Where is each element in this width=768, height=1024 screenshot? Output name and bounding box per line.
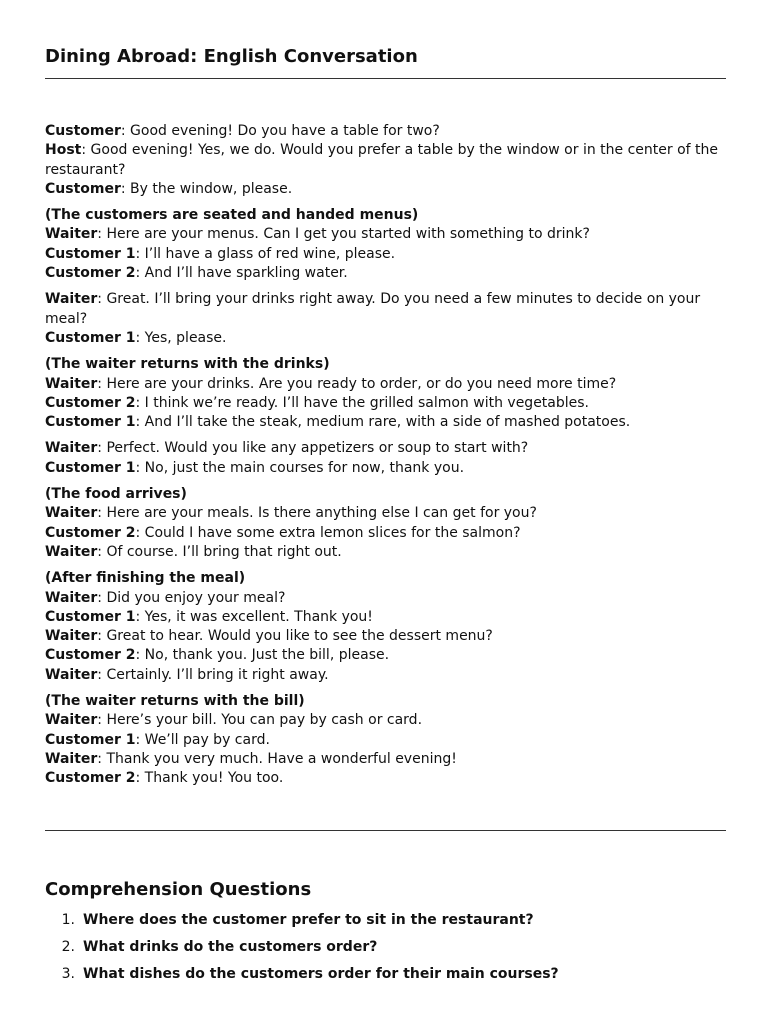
dialogue-line xyxy=(45,627,726,646)
dialogue-line xyxy=(45,180,726,199)
utterance-text: : Of course. I’ll bring that right out. xyxy=(97,543,342,560)
dialogue-line xyxy=(45,290,726,329)
stage-direction: (The customers are seated and handed menus) xyxy=(45,207,419,224)
dialogue-line xyxy=(45,394,726,413)
stage-direction: (The waiter returns with the drinks) xyxy=(45,356,330,373)
question-number: 1. xyxy=(61,912,75,928)
dialogue-line xyxy=(45,459,726,478)
speaker-name: Customer xyxy=(45,180,121,197)
utterance-text: : Thank you very much. Have a wonderful evening! xyxy=(97,750,457,767)
question-number: 3. xyxy=(61,966,75,982)
dialogue-line xyxy=(45,608,726,627)
utterance-text: : Could I have some extra lemon slices for the salmon? xyxy=(135,524,521,541)
dialogue-line xyxy=(45,543,726,562)
dialogue-line xyxy=(45,245,726,264)
utterance-text: : Did you enjoy your meal? xyxy=(97,589,286,606)
dialogue-line xyxy=(45,375,726,394)
speaker-name: Customer 1 xyxy=(45,414,136,431)
speaker-name: Waiter xyxy=(45,440,98,457)
dialogue-line xyxy=(45,225,726,244)
dialogue-block xyxy=(45,569,726,685)
dialogue-block xyxy=(45,290,726,348)
dialogue-line xyxy=(45,329,726,348)
utterance-text: : I think we’re ready. I’ll have the grilled salmon with vegetables. xyxy=(135,394,590,411)
dialogue-line xyxy=(45,524,726,543)
dialogue-section xyxy=(45,122,726,796)
utterance-text: : And I’ll have sparkling water. xyxy=(135,265,348,282)
dialogue-block xyxy=(45,485,726,562)
speaker-name: Waiter xyxy=(45,543,98,560)
speaker-name: Customer xyxy=(45,123,121,139)
dialogue-block xyxy=(45,206,726,283)
speaker-name: Customer 1 xyxy=(45,459,136,476)
question-item xyxy=(45,937,726,957)
utterance-text: : No, thank you. Just the bill, please. xyxy=(135,647,390,664)
dialogue-line xyxy=(45,413,726,432)
speaker-name: Customer 2 xyxy=(45,394,136,411)
stage-direction: (After finishing the meal) xyxy=(45,570,246,587)
utterance-text: : Great to hear. Would you like to see the dessert menu? xyxy=(97,628,493,645)
dialogue-line xyxy=(45,122,726,141)
speaker-name: Waiter xyxy=(45,505,98,522)
stage-direction: (The food arrives) xyxy=(45,486,187,503)
section-divider xyxy=(45,830,726,831)
speaker-name: Waiter xyxy=(45,226,98,243)
utterance-text: : Here are your meals. Is there anything else I can get for you? xyxy=(97,505,537,522)
title-divider xyxy=(45,78,726,79)
dialogue-line xyxy=(45,750,726,769)
dialogue-line xyxy=(45,439,726,458)
utterance-text: : By the window, please. xyxy=(120,180,293,197)
speaker-name: Customer 1 xyxy=(45,329,136,346)
utterance-text: : Yes, please. xyxy=(135,329,227,346)
speaker-name: Customer 2 xyxy=(45,265,136,282)
speaker-name: Waiter xyxy=(45,291,98,308)
speaker-name: Waiter xyxy=(45,375,98,392)
dialogue-line xyxy=(45,264,726,283)
utterance-text: : Here are your menus. Can I get you started with something to drink? xyxy=(97,226,590,243)
speaker-name: Waiter xyxy=(45,589,98,606)
utterance-text: : No, just the main courses for now, thank you. xyxy=(135,459,465,476)
dialogue-block xyxy=(45,439,726,478)
question-number: 2. xyxy=(61,939,75,955)
speaker-name: Customer 2 xyxy=(45,524,136,541)
dialogue-block xyxy=(45,692,726,788)
dialogue-line xyxy=(45,666,726,685)
utterance-text: : Here are your drinks. Are you ready to order, or do you need more time? xyxy=(97,375,617,392)
speaker-name: Customer 1 xyxy=(45,731,136,748)
questions-heading: Comprehension Questions xyxy=(45,879,312,900)
dialogue-block xyxy=(45,122,726,199)
dialogue-line xyxy=(45,711,726,730)
question-text: Where does the customer prefer to sit in the restaurant? xyxy=(83,912,534,928)
utterance-text: : Good evening! Do you have a table for two? xyxy=(120,123,440,139)
question-item xyxy=(45,964,726,984)
speaker-name: Customer 2 xyxy=(45,647,136,664)
questions-list xyxy=(45,910,726,991)
utterance-text: : Here’s your bill. You can pay by cash or card. xyxy=(97,712,423,729)
utterance-text: : Thank you! You too. xyxy=(135,770,284,787)
utterance-text: : Yes, it was excellent. Thank you! xyxy=(135,608,373,625)
question-item xyxy=(45,910,726,930)
utterance-text: : And I’ll take the steak, medium rare, with a side of mashed potatoes. xyxy=(135,414,631,431)
utterance-text: : Certainly. I’ll bring it right away. xyxy=(97,666,329,683)
dialogue-line xyxy=(45,646,726,665)
question-text: What drinks do the customers order? xyxy=(83,939,378,955)
utterance-text: : I’ll have a glass of red wine, please. xyxy=(135,245,396,262)
speaker-name: Customer 2 xyxy=(45,770,136,787)
speaker-name: Host xyxy=(45,142,82,159)
utterance-text: : Perfect. Would you like any appetizers or soup to start with? xyxy=(97,440,529,457)
dialogue-line xyxy=(45,589,726,608)
dialogue-line xyxy=(45,504,726,523)
dialogue-line xyxy=(45,769,726,788)
utterance-text: : We’ll pay by card. xyxy=(135,731,270,748)
speaker-name: Waiter xyxy=(45,666,98,683)
dialogue-line xyxy=(45,731,726,750)
dialogue-line xyxy=(45,141,726,180)
stage-direction: (The waiter returns with the bill) xyxy=(45,693,305,710)
speaker-name: Waiter xyxy=(45,750,98,767)
speaker-name: Customer 1 xyxy=(45,608,136,625)
document-title: Dining Abroad: English Conversation xyxy=(45,46,418,67)
speaker-name: Waiter xyxy=(45,628,98,645)
speaker-name: Customer 1 xyxy=(45,245,136,262)
utterance-text: : Great. I’ll bring your drinks right away. Do you need a few minutes to decide on your meal? xyxy=(45,291,701,327)
dialogue-block xyxy=(45,355,726,432)
question-text: What dishes do the customers order for their main courses? xyxy=(83,966,559,982)
speaker-name: Waiter xyxy=(45,712,98,729)
utterance-text: : Good evening! Yes, we do. Would you prefer a table by the window or in the center of the restaurant? xyxy=(45,142,719,178)
